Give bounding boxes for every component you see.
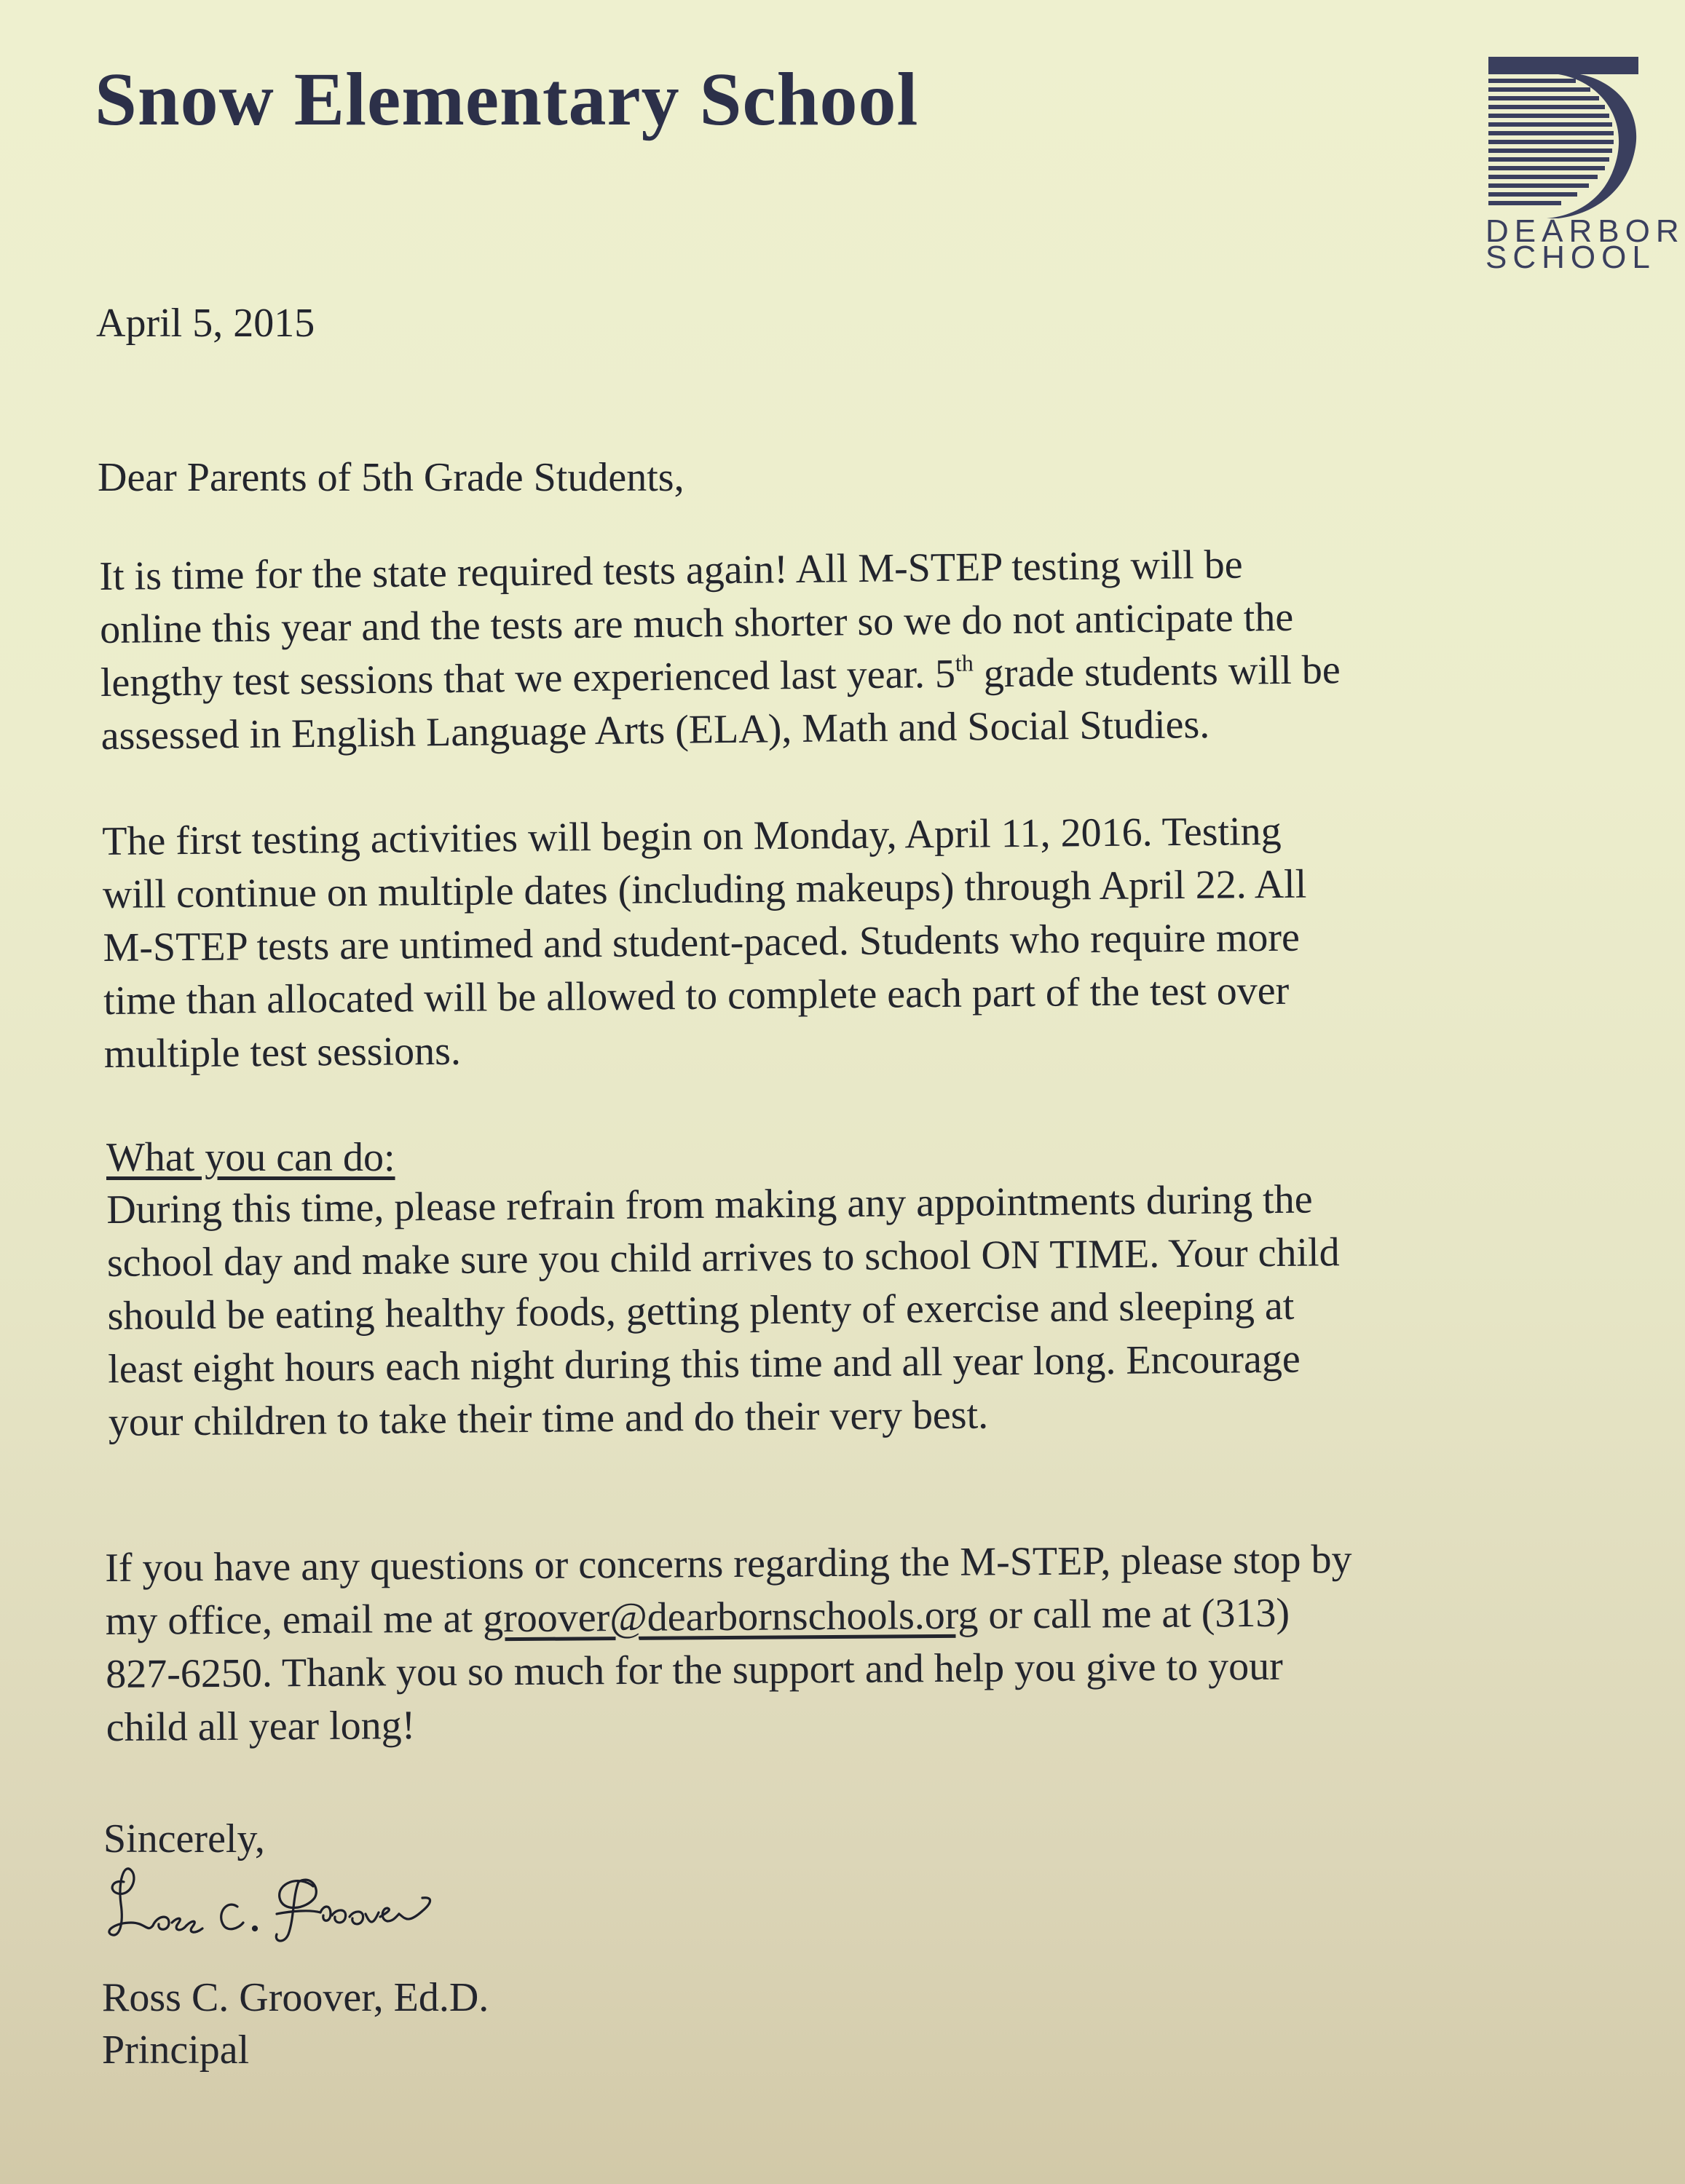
salutation: Dear Parents of 5th Grade Students, xyxy=(98,455,684,500)
logo-text-line1: DEARBOR xyxy=(1485,213,1685,249)
logo-text-line2: SCHOOL xyxy=(1485,240,1656,275)
email-link[interactable]: groover@dearbornschools.org xyxy=(482,1592,979,1642)
paragraph-line: The first testing activities will begin on Monday, April 11, 2016. Testing xyxy=(102,808,1282,864)
paragraph-line: M-STEP tests are untimed and student-paced. Students who require more xyxy=(103,914,1301,970)
paragraph-line: 827-6250. Thank you so much for the support and help you give to your xyxy=(106,1643,1283,1697)
paragraph-line-part: or call me at (313) xyxy=(978,1590,1290,1638)
paragraph-line-part: lengthy test sessions that we experienced last year. 5 xyxy=(100,651,956,705)
paragraph-line xyxy=(106,1586,1353,1648)
school-name-heading: Snow Elementary School xyxy=(95,58,919,141)
paragraph-intro xyxy=(99,537,1341,763)
section-heading: What you can do: xyxy=(106,1135,395,1180)
signer-name: Ross C. Groover, Ed.D. xyxy=(102,1975,489,2020)
paragraph-line: time than allocated will be allowed to complete each part of the test over xyxy=(103,968,1290,1024)
paragraph-what-you-can-do xyxy=(106,1173,1341,1449)
handwritten-signature xyxy=(102,1853,539,1947)
paragraph-line: school day and make sure you child arrives to school ON TIME. Your child xyxy=(106,1230,1340,1286)
paragraph-line: multiple test sessions. xyxy=(103,1028,462,1077)
paragraph-line: If you have any questions or concerns regarding the M-STEP, please stop by xyxy=(105,1537,1352,1591)
paragraph-line: assessed in English Language Arts (ELA), Math and Social Studies. xyxy=(100,702,1210,759)
paragraph-line: will continue on multiple dates (including makeups) through April 22. All xyxy=(102,861,1307,917)
paragraph-line: During this time, please refrain from making any appointments during the xyxy=(106,1176,1313,1233)
paragraph-line: online this year and the tests are much shorter so we do not anticipate the xyxy=(99,594,1294,652)
paragraph-line: should be eating healthy foods, getting plenty of exercise and sleeping at xyxy=(107,1283,1295,1339)
paragraph-schedule xyxy=(102,805,1308,1081)
paragraph-line-part: grade students will be xyxy=(973,647,1341,697)
paragraph-line: least eight hours each night during this time and all year long. Encourage xyxy=(107,1336,1301,1392)
paragraph-line-part: my office, email me at xyxy=(105,1596,484,1644)
ordinal-superscript: th xyxy=(955,649,974,676)
paragraph-line: It is time for the state required tests again! All M-STEP testing will be xyxy=(99,542,1243,599)
paragraph-line: your children to take their time and do their very best. xyxy=(108,1392,989,1445)
signer-title: Principal xyxy=(102,2027,250,2073)
paragraph-contact xyxy=(105,1533,1353,1754)
paragraph-line: child all year long! xyxy=(106,1703,416,1750)
letter-date: April 5, 2015 xyxy=(96,301,315,346)
closing: Sincerely, xyxy=(103,1816,265,1861)
